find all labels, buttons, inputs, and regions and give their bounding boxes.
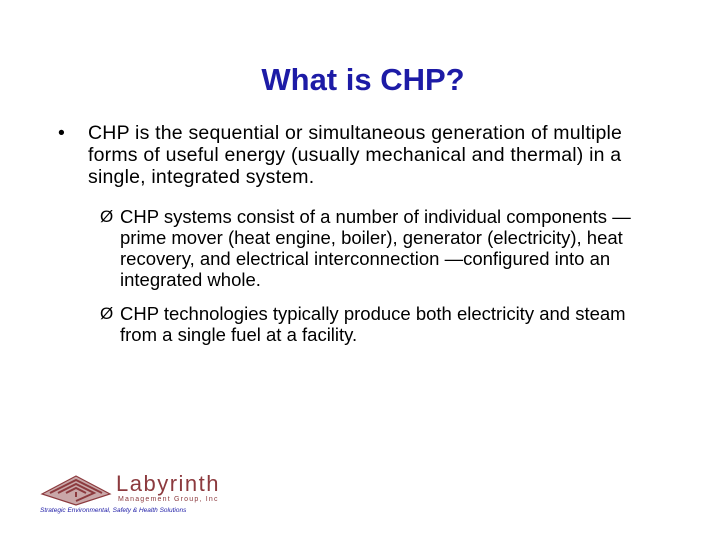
sub-bullet-text: CHP technologies typically produce both electricity and steam from a single fuel at a facility. [120, 303, 626, 345]
sub-bullet-text: CHP systems consist of a number of individual components — prime mover (heat engine, boiler), generator (electricity), heat recovery, and electrical interconnection —configured into an integrated whole. [120, 206, 631, 290]
arrow-bullet-icon: Ø [100, 304, 114, 323]
maze-logo-icon [38, 472, 114, 506]
slide-title: What is CHP? [261, 62, 465, 97]
bullet-marker: • [58, 122, 66, 144]
sub-bullet [100, 206, 660, 290]
logo-name: Labyrinth [116, 471, 221, 496]
logo-tagline: Strategic Environmental, Safety & Health Solutions [40, 507, 187, 514]
labyrinth-logo [38, 470, 223, 520]
arrow-bullet-icon: Ø [100, 207, 114, 226]
bullet-text: CHP is the sequential or simultaneous generation of multiple forms of useful energy (usually mechanical and thermal) in a single, integrated system. [88, 122, 623, 188]
main-bullet [58, 122, 658, 188]
logo-subtitle: Management Group, Inc [118, 496, 219, 503]
sub-bullet [100, 303, 660, 345]
